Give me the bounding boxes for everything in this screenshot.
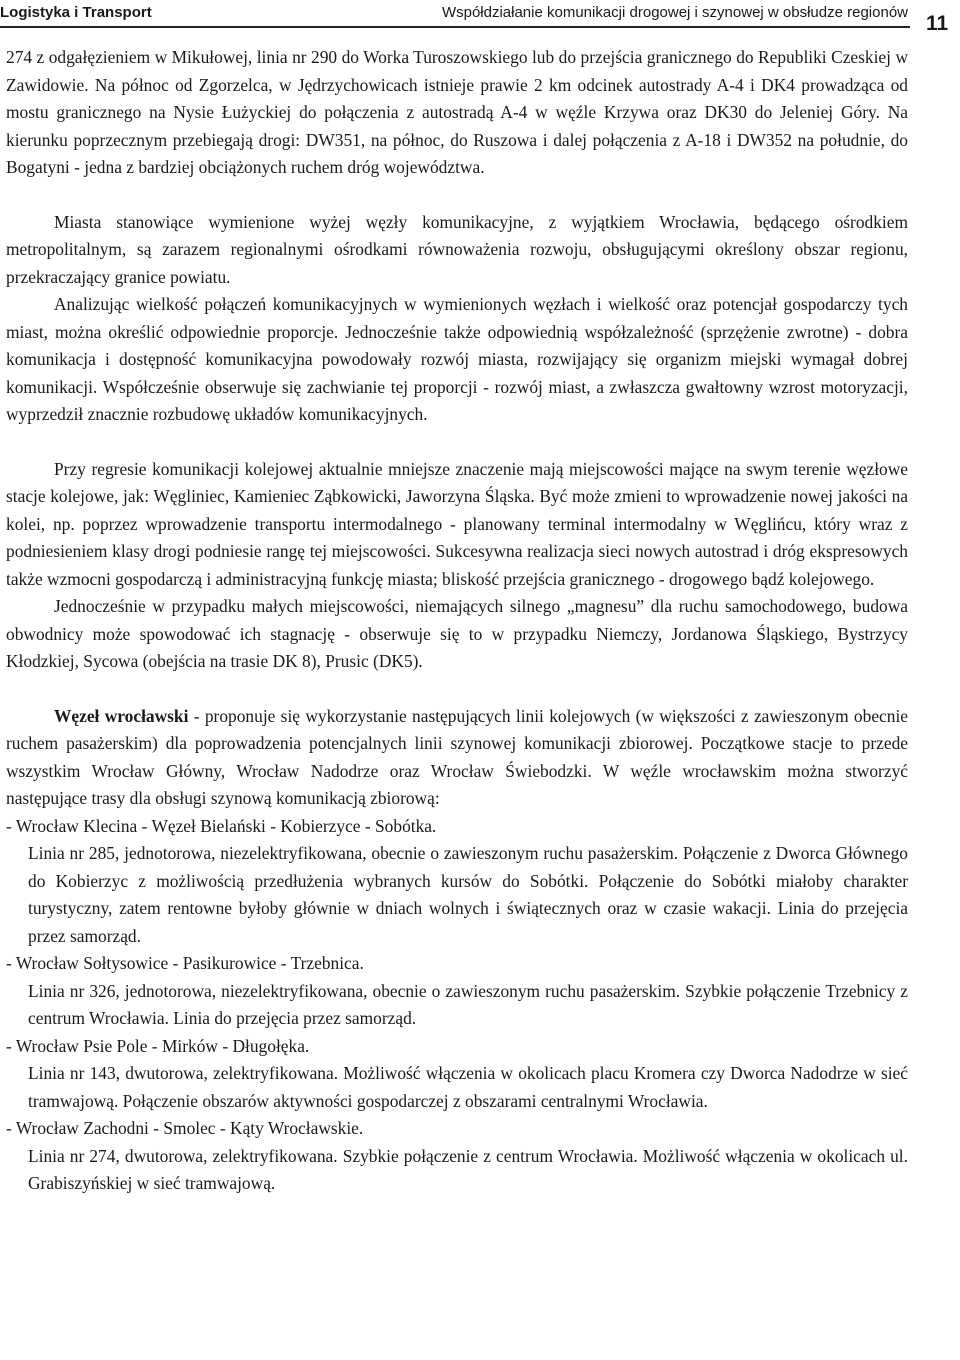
route-title: - Wrocław Zachodni - Smolec - Kąty Wrocławskie.	[6, 1118, 364, 1138]
section-heading: Węzeł wrocławski	[54, 705, 189, 726]
route-title: - Wrocław Klecina - Węzeł Bielański - Kobierzyce - Sobótka.	[6, 815, 437, 836]
route-description: Linia nr 285, jednotorowa, niezelektryfikowana, obecnie o zawieszonym ruchu pasażerskim. Połączenie z Dworca Głównego do Kobierzyc z możliwością przedłużenia wybranych kursów do Sobótki. Połączenie do Sobótki miałoby charakter turystyczny, zatem rentowne byłoby głównie w dniach wolnych i świątecznych oraz w czasie wakacji. Linia do przejęcia przez samorząd.	[28, 843, 908, 946]
route-item	[6, 950, 908, 1033]
route-description: Linia nr 274, dwutorowa, zelektryfikowana. Szybkie połączenie z centrum Wrocławia. Możliwość włączenia w okolicach ul. Grabiszyńskiej w sieć tramwajową.	[28, 1145, 908, 1193]
paragraph-text: - proponuje się wykorzystanie następujących linii kolejowych (w większości z zawieszonym obecnie ruchem pasażerskim) dla poprowadzenia potencjalnych linii szynowej komunikacji zbiorowej. Początkowe stacje to przede wszystkim Wrocław Główny, Wrocław Nadodrze oraz Wrocław Świebodzki. W węźle wrocławskim można stworzyć następujące trasy dla obsługi szynową komunikacją zbiorową:	[6, 705, 908, 808]
route-item	[6, 1115, 908, 1198]
route-item	[6, 813, 908, 951]
route-description: Linia nr 326, jednotorowa, niezelektryfikowana, obecnie o zawieszonym ruchu pasażerskim. Szybkie połączenie Trzebnicy z centrum Wrocławia. Linia do przejęcia przez samorząd.	[28, 980, 908, 1028]
article-body	[6, 44, 908, 1198]
paragraph: Miasta stanowiące wymienione wyżej węzły komunikacyjne, z wyjątkiem Wrocławia, będącego ośrodkiem metropolitalnym, są zarazem regionalnymi ośrodkami równoważenia rozwoju, obsługującymi określony obszar regionu, przekraczający granice powiatu.	[6, 211, 908, 287]
route-description: Linia nr 143, dwutorowa, zelektryfikowana. Możliwość włączenia w okolicach placu Kromera czy Dworca Nadodrze w sieć tramwajową. Połączenie obszarów aktywności gospodarczej z obszarami centralnymi Wrocławia.	[28, 1063, 908, 1111]
paragraph-wezel-wroclawski	[6, 703, 908, 813]
paragraph-continuation: 274 z odgałęzieniem w Mikułowej, linia nr 290 do Worka Turoszowskiego lub do przejścia granicznego do Republiki Czeskiej w Zawidowie. Na północ od Zgorzelca, w Jędrzychowicach istnieje prawie 2 km odcinek autostrady A-4 i DK4 prowadząca od mostu granicznego na Nysie Łużyckiej do połączenia z autostradą A-4 w węźle Krzywa oraz DK30 do Jeleniej Góry. Na kierunku poprzecznym przebiegają drogi: DW351, na północ, do Ruszowa i dalej połączenia z A-18 i DW352 na południe, do Bogatyni - jedna z bardziej obciążonych ruchem dróg województwa.	[6, 47, 908, 177]
paragraph: Analizując wielkość połączeń komunikacyjnych w wymienionych węzłach i wielkość oraz potencjał gospodarczy tych miast, można określić odpowiednie proporcje. Jednocześnie także odpowiednią współzależność (sprzężenie zwrotne) - dobra komunikacja i dostępność komunikacyjna powodowały rozwój miasta, rozwijający się organizm miejski wymagał dobrej komunikacji. Współcześnie obserwuje się zachwianie tej proporcji - rozwój miast, a zwłaszcza gwałtowny wzrost motoryzacji, wyprzedził znacznie rozbudowę układów komunikacyjnych.	[6, 294, 908, 424]
paragraph: Jednocześnie w przypadku małych miejscowości, niemających silnego „magnesu” dla ruchu samochodowego, budowa obwodnicy może spowodować ich stagnację - obserwuje się to w przypadku Niemczy, Jordanowa Śląskiego, Bystrzycy Kłodzkiej, Sycowa (obejścia na trasie DK 8), Prusic (DK5).	[6, 596, 908, 671]
route-title: - Wrocław Psie Pole - Mirków - Długołęka.	[6, 1035, 310, 1056]
running-header	[0, 0, 910, 28]
paragraph: Przy regresie komunikacji kolejowej aktualnie mniejsze znaczenie mają miejscowości mające na swym terenie węzłowe stacje kolejowe, jak: Węgliniec, Kamieniec Ząbkowicki, Jaworzyna Śląska. Być może zmieni to wprowadzenie nowej jakości na kolei, np. poprzez wprowadzenie transportu intermodalnego - planowany terminal intermodalny w Węglińcu, który wraz z podniesieniem klasy drogi podniesie rangę tej miejscowości. Sukcesywna realizacja sieci nowych autostrad i dróg ekspresowych także wzmocni gospodarczą i administracyjną funkcję miasta; bliskość przejścia granicznego - drogowego bądź kolejowego.	[6, 458, 908, 589]
page-number: 11	[926, 12, 949, 35]
header-article-title: Współdziałanie komunikacji drogowej i szynowej w obsłudze regionów	[441, 4, 908, 21]
route-list	[6, 813, 908, 1198]
route-title: - Wrocław Sołtysowice - Pasikurowice - Trzebnica.	[6, 953, 364, 973]
route-item	[6, 1033, 908, 1116]
header-journal-title: Logistyka i Transport	[0, 4, 152, 21]
